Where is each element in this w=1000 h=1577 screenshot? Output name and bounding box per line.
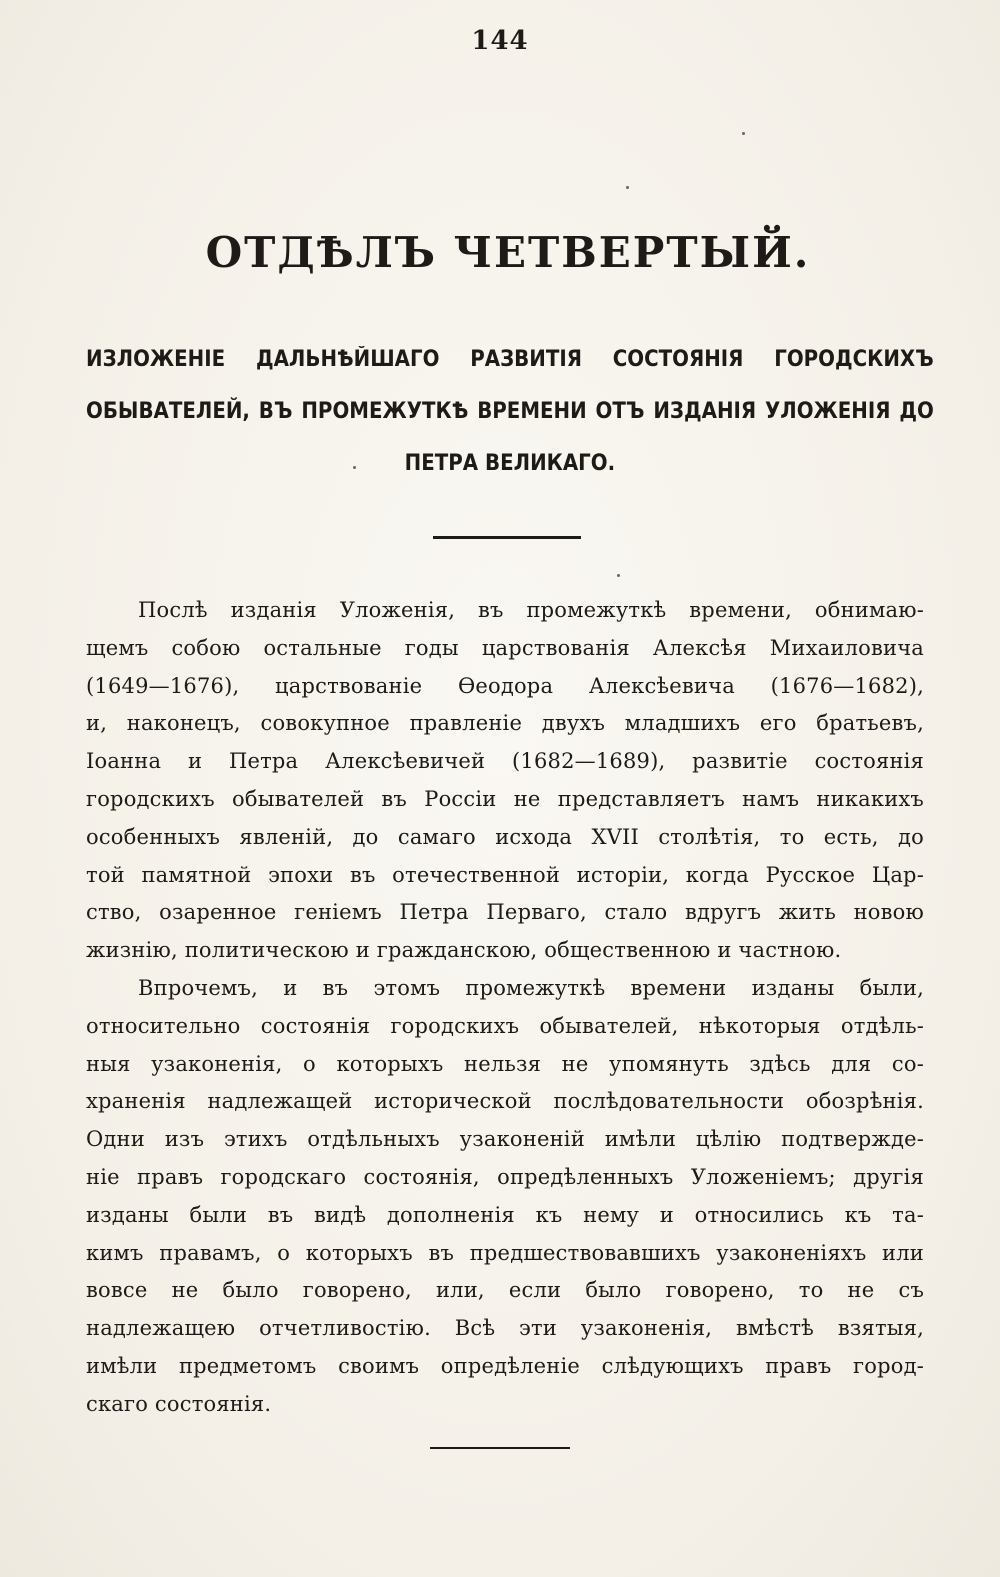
text-line: имѣли предметомъ своимъ опредѣленіе слѣдующихъ правъ город-: [86, 1353, 924, 1378]
print-speck: [617, 574, 620, 577]
text-line: надлежащею отчетливостію. Всѣ эти узаконенія, вмѣстѣ взятыя,: [86, 1316, 924, 1341]
text-line: жизнію, политическою и гражданскою, общественною и частною.: [86, 938, 842, 963]
print-speck: [353, 466, 356, 469]
print-speck: [626, 186, 629, 189]
text-line: той памятной эпохи въ отечественной исторіи, когда Русское Цар-: [86, 862, 924, 887]
text-line: кимъ правамъ, о которыхъ въ предшествовавшихъ узаконеніяхъ или: [86, 1240, 924, 1265]
text-line: Одни изъ этихъ отдѣльныхъ узаконеній имѣли цѣлію подтвержде-: [86, 1127, 924, 1152]
text-line: вовсе не было говорено, или, если было говорено, то не съ: [86, 1278, 924, 1303]
paragraph-1: [86, 592, 924, 970]
body-text: [86, 592, 924, 1424]
text-line: ныя узаконенія, о которыхъ нельзя не упомянуть здѣсь для со-: [86, 1051, 924, 1076]
text-line: щемъ собою остальные годы царствованія Алексѣя Михаиловича: [86, 635, 924, 660]
text-line: изданы были въ видѣ дополненія къ нему и относились къ та-: [86, 1202, 924, 1227]
section-subtitle: ИЗЛОЖЕНІЕ ДАЛЬНѢЙШАГО РАЗВИТІЯ СОСТОЯНІЯ ГОРОДСКИХЪ ОБЫВАТЕЛЕЙ, ВЪ ПРОМЕЖУТКѢ ВРЕМЕНИ ОТЪ ИЗДАНІЯ УЛОЖЕНІЯ ДО ПЕТРА ВЕЛИКАГО.: [86, 347, 934, 476]
text-line: городскихъ обывателей въ Россіи не представляетъ намъ никакихъ: [86, 786, 924, 811]
text-line: особенныхъ явленій, до самаго исхода XVII столѣтія, то есть, до: [86, 824, 924, 849]
text-line: относительно состоянія городскихъ обывателей, нѣкоторыя отдѣль-: [86, 1013, 924, 1038]
text-line: Впрочемъ, и въ этомъ промежуткѣ времени изданы были,: [138, 975, 924, 1000]
section-title: ОТДѢЛЪ ЧЕТВЕРТЫЙ.: [205, 228, 811, 277]
paragraph-2: [86, 970, 924, 1424]
text-line: ніе правъ городскаго состоянія, опредѣленныхъ Уложеніемъ; другія: [86, 1164, 924, 1189]
text-line: Іоанна и Петра Алексѣевичей (1682—1689), развитіе состоянія: [86, 749, 924, 774]
text-line: храненія надлежащей исторической послѣдовательности обозрѣнія.: [86, 1089, 924, 1114]
text-line: Послѣ изданія Уложенія, въ промежуткѣ времени, обнимаю-: [138, 598, 924, 622]
print-speck: [742, 132, 745, 135]
text-line: и, наконецъ, совокупное правленіе двухъ младшихъ его братьевъ,: [86, 711, 924, 736]
page-number: 144: [471, 26, 529, 56]
text-line: скаго состоянія.: [86, 1391, 272, 1416]
text-line: ство, озаренное геніемъ Петра Перваго, стало вдругъ жить новою: [86, 900, 924, 925]
decorative-rule-bottom: [430, 1447, 570, 1449]
text-line: (1649—1676), царствованіе Өеодора Алексѣевича (1676—1682),: [86, 673, 924, 698]
decorative-rule-top: [433, 536, 581, 539]
